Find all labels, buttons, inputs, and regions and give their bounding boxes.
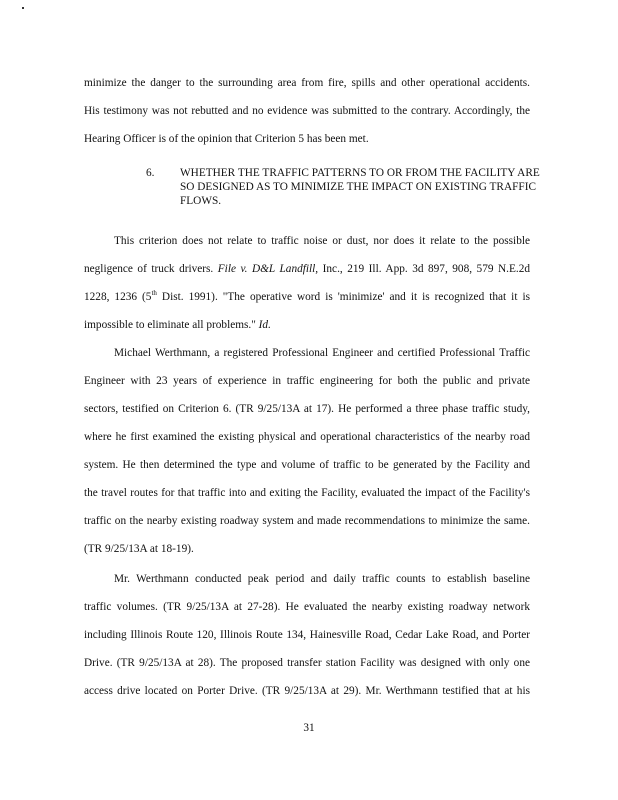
- criterion-line-4-text: impossible to eliminate all problems.": [84, 319, 256, 331]
- criterion-line-1: This criterion does not relate to traffic noise or dust, nor does it relate to the possible: [114, 235, 530, 247]
- section-heading-line-3: FLOWS.: [180, 195, 222, 207]
- werthmann-line-5: system. He then determined the type and volume of traffic to be generated by the Facility and: [84, 459, 530, 471]
- page-number: 31: [303, 722, 315, 734]
- counts-line-3: including Illinois Route 120, Illinois Route 134, Hainesville Road, Cedar Lake Road, and Porter: [84, 629, 530, 641]
- counts-line-1: Mr. Werthmann conducted peak period and daily traffic counts to establish baseline: [114, 573, 530, 585]
- section-heading-line-2: SO DESIGNED AS TO MINIMIZE THE IMPACT ON EXISTING TRAFFIC: [180, 181, 536, 193]
- werthmann-line-2: Engineer with 23 years of experience in traffic engineering for both the public and private: [84, 375, 530, 387]
- werthmann-line-3: sectors, testified on Criterion 6. (TR 9/25/13A at 17). He performed a three phase traffic study,: [84, 403, 530, 415]
- werthmann-line-6: the travel routes for that traffic into and exiting the Facility, evaluated the impact of the Facility's: [84, 487, 530, 499]
- case-name: File v. D&L Landfill,: [217, 263, 319, 275]
- werthmann-line-7: traffic on the nearby existing roadway system and made recommendations to minimize the same.: [84, 515, 530, 527]
- counts-line-5: access drive located on Porter Drive. (TR 9/25/13A at 29). Mr. Werthmann testified that at his: [84, 685, 530, 697]
- scan-speck: [22, 7, 24, 9]
- werthmann-line-1: Michael Werthmann, a registered Professional Engineer and certified Professional Traffic: [114, 347, 530, 359]
- intro-line-3: Hearing Officer is of the opinion that Criterion 5 has been met.: [84, 133, 369, 145]
- counts-line-4: Drive. (TR 9/25/13A at 28). The proposed transfer station Facility was designed with only one: [84, 657, 530, 669]
- section-number: 6.: [146, 167, 155, 179]
- werthmann-line-8: (TR 9/25/13A at 18-19).: [84, 543, 194, 555]
- intro-line-1: minimize the danger to the surrounding area from fire, spills and other operational accidents.: [84, 77, 530, 89]
- criterion-line-2-citation: Inc., 219 Ill. App. 3d 897, 908, 579 N.E.2d: [322, 263, 531, 275]
- counts-line-2: traffic volumes. (TR 9/25/13A at 27-28). He evaluated the nearby existing roadway network: [84, 601, 530, 613]
- ordinal-superscript: th: [151, 289, 157, 298]
- intro-line-2: His testimony was not rebutted and no evidence was submitted to the contrary. Accordingly, the: [84, 105, 530, 117]
- criterion-line-3: [84, 290, 530, 304]
- id-citation: Id.: [258, 319, 271, 331]
- criterion-line-2: [84, 262, 530, 276]
- criterion-line-3-quote: Dist. 1991). "The operative word is 'minimize' and it is recognized that it is: [156, 291, 530, 303]
- criterion-line-2-text: negligence of truck drivers.: [84, 263, 214, 275]
- criterion-line-3-text: 1228, 1236 (5: [84, 291, 152, 303]
- section-heading-line-1: WHETHER THE TRAFFIC PATTERNS TO OR FROM THE FACILITY ARE: [180, 167, 540, 179]
- werthmann-line-4: where he first examined the existing physical and operational characteristics of the nearby road: [84, 431, 530, 443]
- criterion-line-4: [84, 318, 530, 332]
